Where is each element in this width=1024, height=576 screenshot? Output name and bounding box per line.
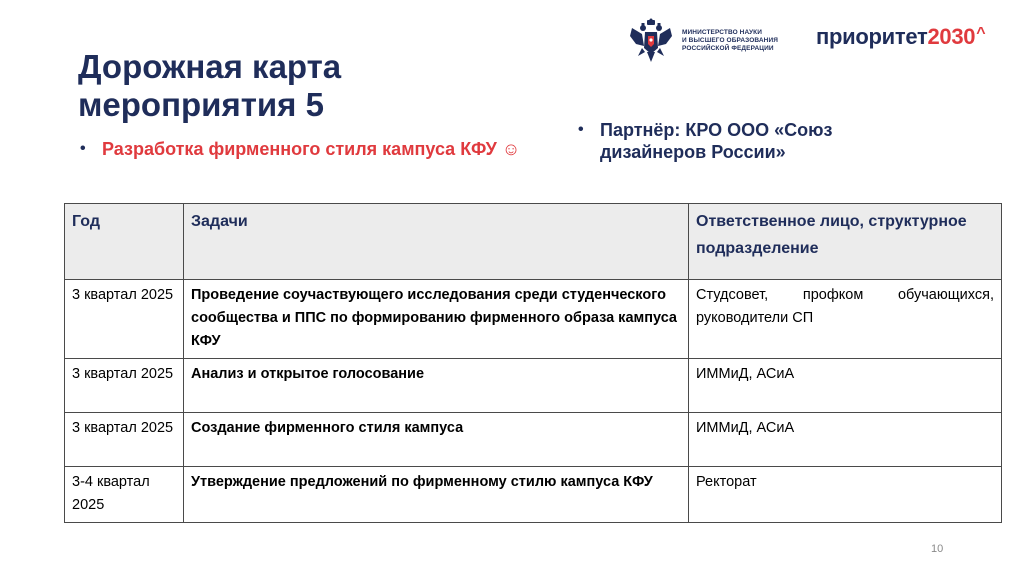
priority-2030-logo [816,24,985,50]
cell-year: 3 квартал 2025 [65,280,184,359]
page-number: 10 [931,543,944,555]
header-year: Год [65,204,184,280]
ministry-line: МИНИСТЕРСТВО НАУКИ [682,29,762,36]
header-responsible: Ответственное лицо, структурное подразделение [689,204,1002,280]
roadmap-table-container [64,203,1001,523]
cell-year: 3 квартал 2025 [65,413,184,467]
bullet-project-text: Разработка фирменного стиля кампуса КФУ ☺ [102,139,521,159]
double-headed-eagle-emblem-icon [628,18,674,64]
priority-caret-icon: ^ [976,25,986,42]
cell-responsible: ИММиД, АСиА [689,413,1002,467]
ministry-name [682,29,812,53]
table-row [65,280,1002,359]
cell-task: Проведение соучаствующего исследования среди студенческого сообщества и ППС по формированию фирменного образа кампуса КФУ [184,280,689,359]
bullet-partner-text: Партнёр: КРО ООО «Союз дизайнеров России» [600,120,833,162]
table-row [65,359,1002,413]
cell-year: 3 квартал 2025 [65,359,184,413]
slide-title [78,48,498,124]
cell-responsible: Студсовет, профком обучающихся, руководители СП [689,280,1002,359]
priority-word: приоритет [816,24,928,49]
table-row [65,467,1002,523]
ministry-logo [628,18,812,64]
bullet-marker: • [578,121,584,138]
roadmap-table [64,203,1002,523]
ministry-line: И ВЫСШЕГО ОБРАЗОВАНИЯ [682,37,778,44]
cell-task: Анализ и открытое голосование [184,359,689,413]
title-line: Дорожная карта [78,48,342,85]
table-header-row [65,204,1002,280]
bullet-project [80,138,582,160]
ministry-line: РОССИЙСКОЙ ФЕДЕРАЦИИ [682,45,774,52]
bullet-marker: • [80,140,86,157]
cell-task: Утверждение предложений по фирменному стилю кампуса КФУ [184,467,689,523]
cell-task: Создание фирменного стиля кампуса [184,413,689,467]
table-row [65,413,1002,467]
cell-responsible: ИММиД, АСиА [689,359,1002,413]
bullet-partner [578,119,920,163]
title-line: мероприятия 5 [78,86,324,123]
priority-year: 2030 [927,24,976,49]
cell-responsible: Ректорат [689,467,1002,523]
cell-year: 3-4 квартал 2025 [65,467,184,523]
header-tasks: Задачи [184,204,689,280]
